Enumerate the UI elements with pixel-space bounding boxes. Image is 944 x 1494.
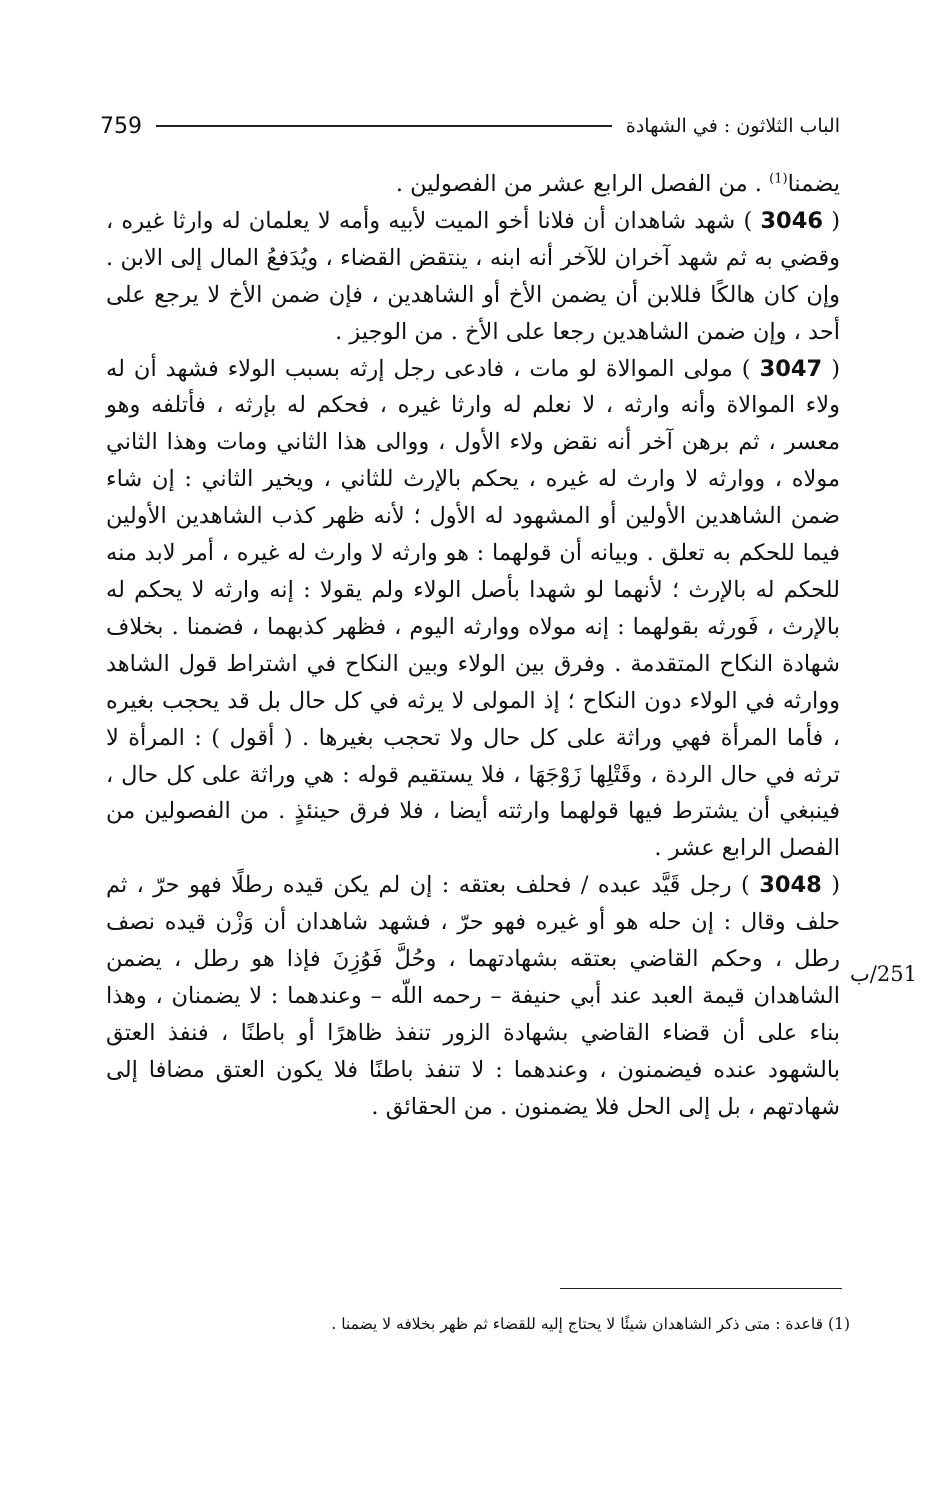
footnote-reference: (1) xyxy=(769,171,788,187)
entry-open-paren: ( xyxy=(821,872,840,899)
page-number: 759 xyxy=(100,113,142,139)
margin-folio-note: 251/ب xyxy=(850,962,917,986)
running-header xyxy=(100,108,840,144)
entry-3046 xyxy=(106,203,840,351)
paragraph-text: رجل قَيَّد عبده / فحلف بعتقه : إن لم يكن قيده رطلًا فهو حرّ ، ثم حلف وقال : إن حله هو أو غيره فهو حرّ ، فشهد شاهدان أن وَزْن قيده نصف رطل ، وحكم القاضي بعتقه بشهادتهما ، وحُلَّ فَوُزِنَ فإذا هو رطل ، يضمن الشاهدان قيمة العبد عند أبي حنيفة – رحمه اللّه – وعندهما : لا يضمنان ، وهذا بناء على أن قضاء القاضي بشهادة الزور تنفذ ظاهرًا أو باطنًا ، فنفذ العتق بالشهود عنده فيضمنون ، وعندهما : لا تنفذ باطنًا فلا يكون العتق مضافا إلى شهادتهم ، بل إلى الحل فلا يضمنون . من الحقائق . xyxy=(106,872,840,1120)
entry-number: 3046 xyxy=(760,207,824,234)
footnote-divider xyxy=(560,1288,842,1289)
paragraph-text: . من الفصل الرابع عشر من الفصولين . xyxy=(395,171,770,197)
entry-number: 3047 xyxy=(759,355,823,382)
footnote xyxy=(220,1312,850,1336)
entry-3048 xyxy=(106,867,840,1125)
entry-close-paren: ) xyxy=(731,872,760,899)
entry-3047 xyxy=(106,351,840,868)
paragraph-continuation xyxy=(106,166,840,203)
chapter-title: الباب الثلاثون : في الشهادة xyxy=(625,115,840,137)
main-text xyxy=(106,166,840,1126)
paragraph-text: شهد شاهدان أن فلانا أخو الميت لأبيه وأمه لا يعلمان له وارثا غيره ، وقضي به ثم شهد آخران للآخر أنه ابنه ، ينتقض القضاء ، ويُدَفعُ المال إلى الابن . وإن كان هالكًا فللابن أن يضمن الأخ أو الشاهدين ، فإن ضمن الأخ لا يرجع على أحد ، وإن ضمن الشاهدين رجعا على الأخ . من الوجيز . xyxy=(106,207,840,345)
paragraph-text: مولى الموالاة لو مات ، فادعى رجل إرثه بسبب الولاء فشهد أن له ولاء الموالاة وأنه وارثه ، لا نعلم له وارثا غيره ، فحكم له بإرثه ، فأتلفه وهو معسر ، ثم برهن آخر أنه نقض ولاء الأول ، ووالى هذا الثاني ومات وهذا الثاني مولاه ، ووارثه لا وارث له غيره ، يحكم بالإرث للثاني ، ويخير الثاني : إن شاء ضمن الشاهدين الأولين أو المشهود له الأول ؛ لأنه ظهر كذب الشاهدين الأولين فيما للحكم به تعلق . وبيانه أن قولهما : هو وارثه لا وارث له غيره ، أمر لابد منه للحكم له بالإرث ؛ لأنهما لو شهدا بأصل الولاء ولم يقولا : إنه وارثه لا يحكم له بالإرث ، فَورثه بقولهما : إنه مولاه ووارثه اليوم ، فظهر كذبهما ، فضمنا . بخلاف شهادة النكاح المتقدمة . وفرق بين الولاء وبين النكاح في اشتراط قول الشاهد ووارثه في الولاء دون النكاح ؛ إذ المولى لا يرثه في كل حال بل قد يحجب بغيره ، فأما المرأة فهي وراثة على كل حال ولا تحجب بغيرها . ( أقول ) : المرأة لا ترثه في حال الردة ، وقَتْلِها زَوْجَهَا ، فلا يستقيم قوله : هي وراثة على كل حال ، فينبغي أن يشترط فيها قولهما وارثته أيضا ، فلا فرق حينئذٍ . من الفصولين من الفصل الرابع عشر . xyxy=(106,355,840,862)
entry-open-paren: ( xyxy=(822,355,840,382)
lead-word: يضمنا xyxy=(787,171,840,197)
entry-open-paren: ( xyxy=(823,207,840,234)
entry-number: 3048 xyxy=(759,872,822,899)
footnote-text: قاعدة : متى ذكر الشاهدان شيئًا لا يحتاج إليه للقضاء ثم ظهر بخلافه لا يضمنا . xyxy=(331,1315,828,1333)
entry-close-paren: ) xyxy=(735,207,761,234)
entry-close-paren: ) xyxy=(732,355,760,382)
footnote-marker: (1) xyxy=(828,1315,850,1333)
header-rule xyxy=(156,125,612,127)
